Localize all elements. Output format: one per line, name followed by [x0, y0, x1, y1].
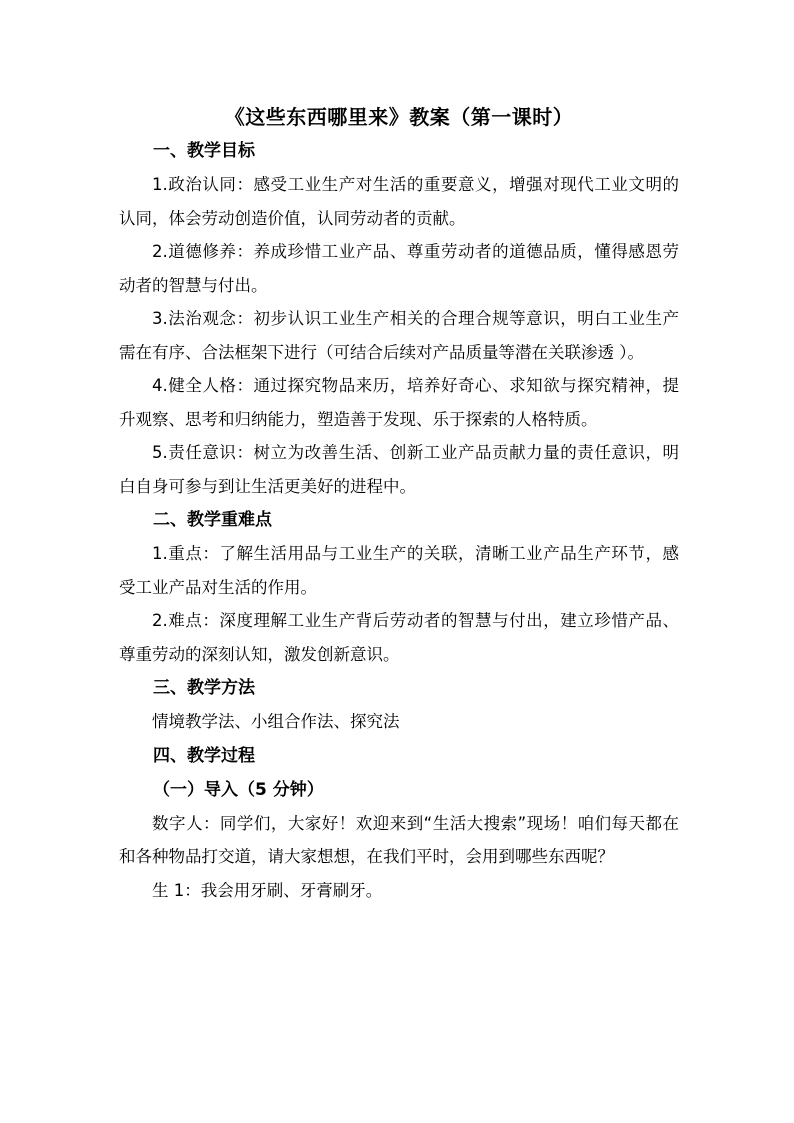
goal-paragraph-1: 1.政治认同：感受工业生产对生活的重要意义，增强对现代工业文明的认同，体会劳动创造价值，认同劳动者的贡献。 [119, 175, 679, 228]
section-heading-methods: 三、教学方法 [153, 678, 255, 698]
section-heading-keypoints: 二、教学重难点 [153, 510, 272, 530]
methods-paragraph: 情境教学法、小组合作法、探究法 [152, 712, 400, 731]
dialogue-paragraph-2: 生 1：我会用牙刷、牙膏刷牙。 [152, 880, 383, 900]
document-page [119, 100, 679, 907]
keypoint-paragraph-1: 1.重点：了解生活用品与工业生产的关联，清晰工业产品生产环节，感受工业产品对生活的作用。 [119, 544, 679, 597]
keypoint-paragraph-2: 2.难点：深度理解工业生产背后劳动者的智慧与付出，建立珍惜产品、尊重劳动的深刻认知，激发创新意识。 [119, 611, 679, 664]
section-heading-process: 四、教学过程 [153, 745, 255, 766]
document-title: 《这些东西哪里来》教案（第一课时） [224, 105, 574, 129]
goal-paragraph-4: 4.健全人格：通过探究物品来历，培养好奇心、求知欲与探究精神，提升观察、思考和归纳能力，塑造善于发现、乐于探索的人格特质。 [119, 376, 679, 429]
goal-paragraph-2: 2.道德修养：养成珍惜工业产品、尊重劳动者的道德品质，懂得感恩劳动者的智慧与付出。 [119, 242, 679, 295]
section-heading-goals: 一、教学目标 [153, 141, 255, 161]
subsection-heading-intro: （一）导入（5 分钟） [153, 779, 324, 800]
dialogue-paragraph-1: 数字人：同学们，大家好！欢迎来到“生活大搜索”现场！咱们每天都在和各种物品打交道，请大家想想，在我们平时，会用到哪些东西呢？ [119, 813, 679, 866]
goal-paragraph-5: 5.责任意识：树立为改善生活、创新工业产品贡献力量的责任意识，明白自身可参与到让生活更美好的进程中。 [119, 443, 679, 496]
goal-paragraph-3: 3.法治观念：初步认识工业生产相关的合理合规等意识，明白工业生产需在有序、合法框架下进行（可结合后续对产品质量等潜在关联渗透 ）。 [119, 309, 679, 362]
